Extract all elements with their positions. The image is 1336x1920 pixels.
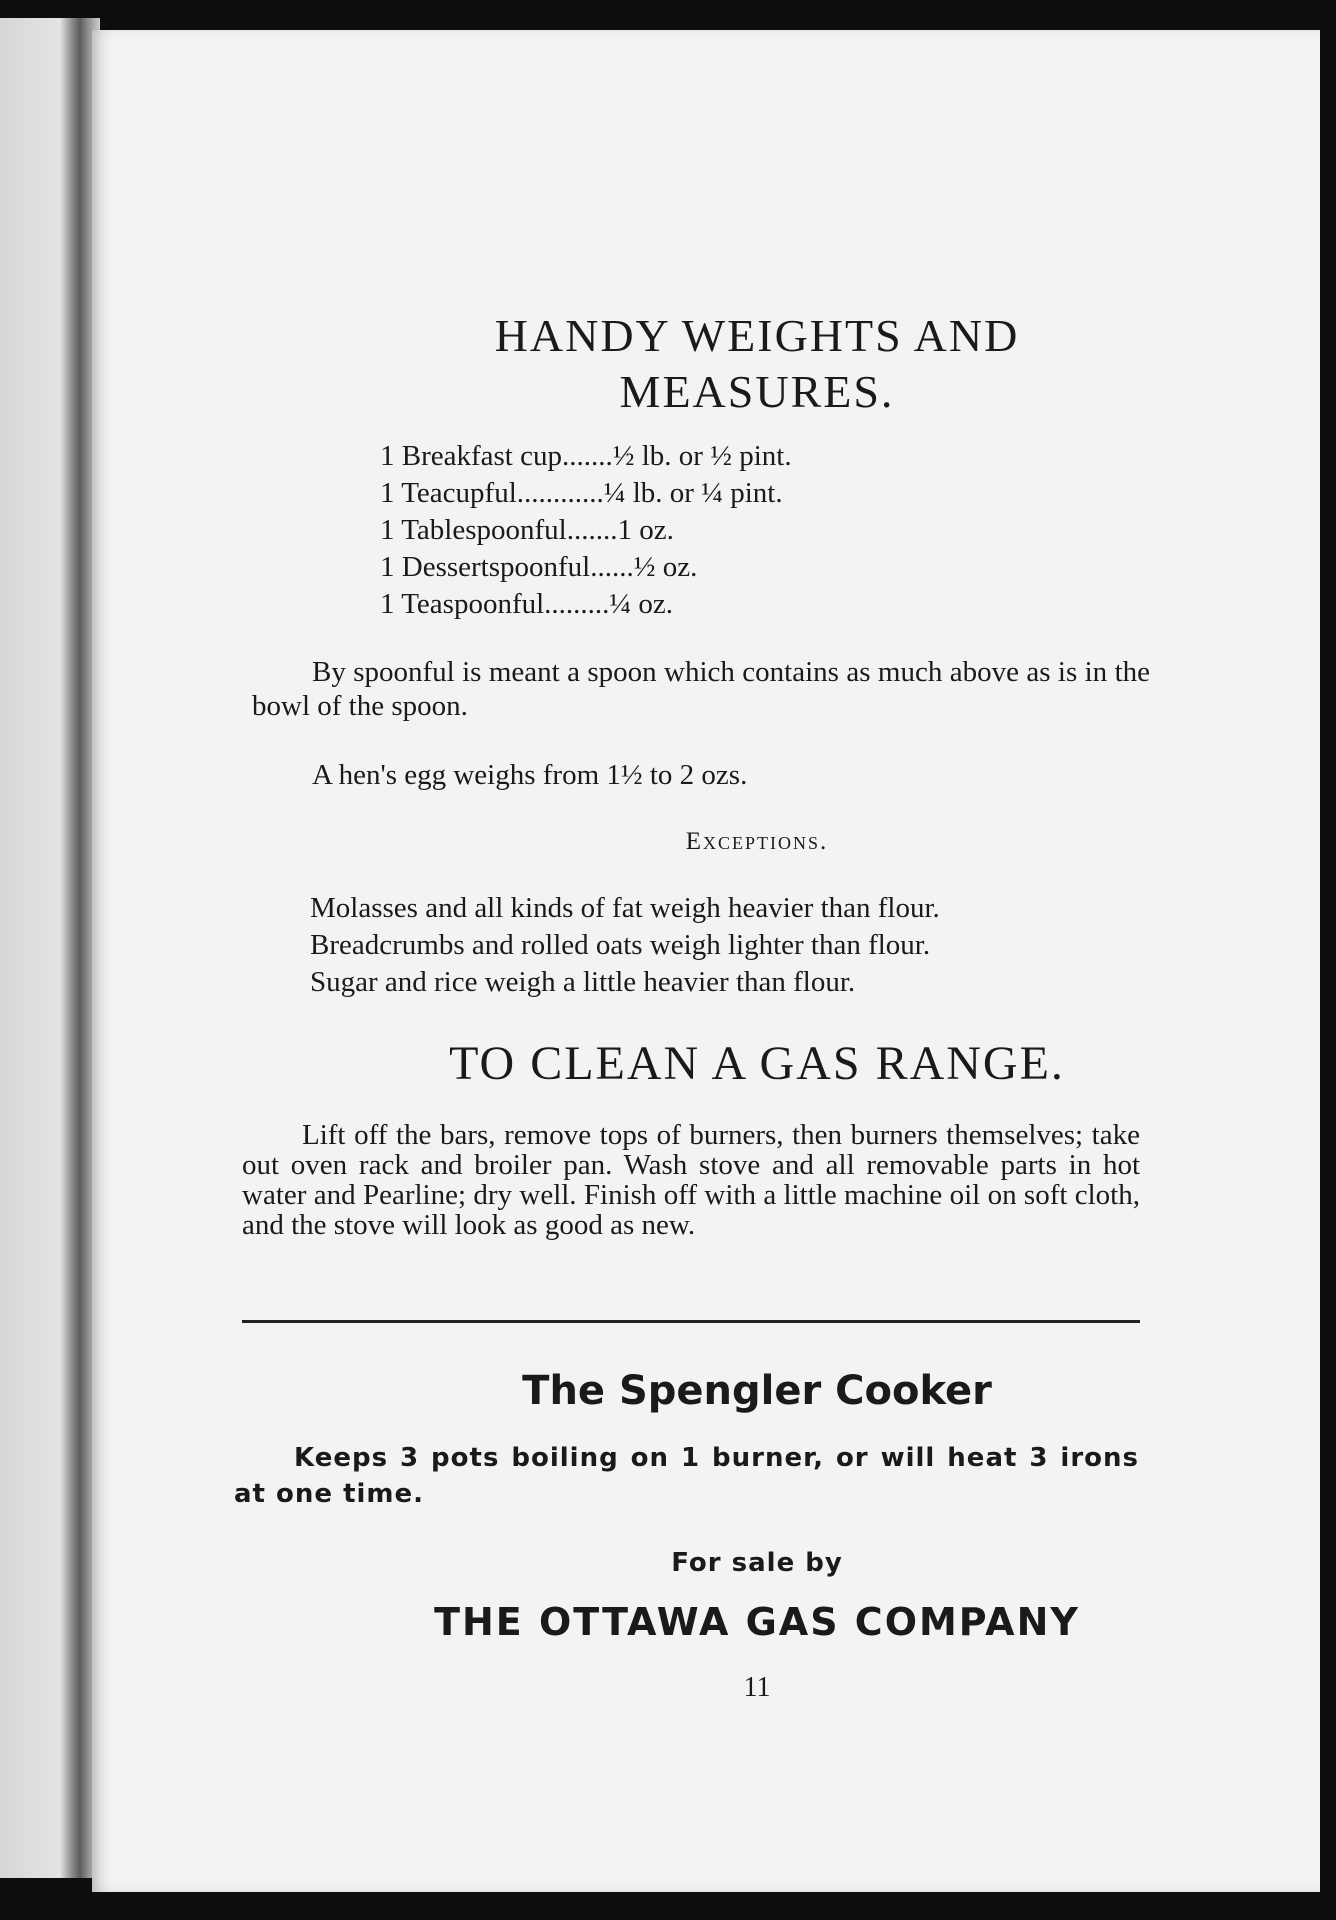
measure-item: 1 Teaspoonful xyxy=(380,588,545,620)
title-line-2: MEASURES. xyxy=(619,366,895,417)
left-page-edge xyxy=(0,18,100,1878)
measure-item: 1 Dessertspoonful xyxy=(380,551,591,583)
measure-dots: ............ xyxy=(516,477,604,509)
ad-text: Keeps 3 pots boiling on 1 burner, or will heat 3 irons at one time. xyxy=(234,1443,1139,1509)
measure-item: 1 Breakfast cup xyxy=(380,440,562,472)
exception-item: Molasses and all kinds of fat weigh heavier than flour. xyxy=(310,892,940,924)
measure-value: ½ oz. xyxy=(633,551,698,583)
measure-row xyxy=(380,586,792,623)
measure-value: ¼ lb. or ¼ pint. xyxy=(603,477,783,509)
book-page xyxy=(92,30,1320,1892)
measure-dots: ...... xyxy=(590,551,634,583)
egg-note: A hen's egg weighs from 1½ to 2 ozs. xyxy=(312,759,748,791)
gas-range-heading: TO CLEAN A GAS RANGE. xyxy=(449,1037,1065,1090)
ad-title: The Spengler Cooker xyxy=(522,1368,992,1414)
exceptions-heading: Exceptions. xyxy=(685,828,829,855)
page-number: 11 xyxy=(743,1672,771,1703)
exception-item: Breadcrumbs and rolled oats weigh lighter than flour. xyxy=(310,929,931,961)
exception-item: Sugar and rice weigh a little heavier than flour. xyxy=(310,966,856,998)
measure-row xyxy=(380,549,792,586)
measure-value: ¼ oz. xyxy=(609,588,674,620)
gas-range-text: Lift off the bars, remove tops of burners, then burners themselves; take out oven rack and broiler pan. Wash stove and all removable parts in hot water and Pearline; dry well. Finish off with a little machine oil on soft cloth, and the stove will look as good as new. xyxy=(242,1119,1140,1241)
measure-dots: ....... xyxy=(562,440,613,472)
measure-item: 1 Teacupful xyxy=(380,477,517,509)
measure-row xyxy=(380,512,792,549)
measure-dots: ....... xyxy=(566,514,618,546)
ad-sale-line: For sale by xyxy=(671,1548,843,1578)
ad-company: THE OTTAWA GAS COMPANY xyxy=(434,1600,1080,1644)
divider-rule xyxy=(242,1320,1140,1323)
measure-value: 1 oz. xyxy=(617,514,674,546)
measure-row xyxy=(380,475,792,512)
measure-row xyxy=(380,438,792,475)
measure-item: 1 Tablespoonful xyxy=(380,514,567,546)
measures-list xyxy=(380,438,792,623)
measure-value: ½ lb. or ½ pint. xyxy=(612,440,792,472)
page-title xyxy=(242,308,1272,420)
spoonful-note: By spoonful is meant a spoon which contains as much above as is in the bowl of the spoon. xyxy=(252,656,1150,722)
title-line-1: HANDY WEIGHTS AND xyxy=(494,310,1020,361)
exceptions-list xyxy=(310,890,940,1001)
measure-dots: ......... xyxy=(544,588,610,620)
